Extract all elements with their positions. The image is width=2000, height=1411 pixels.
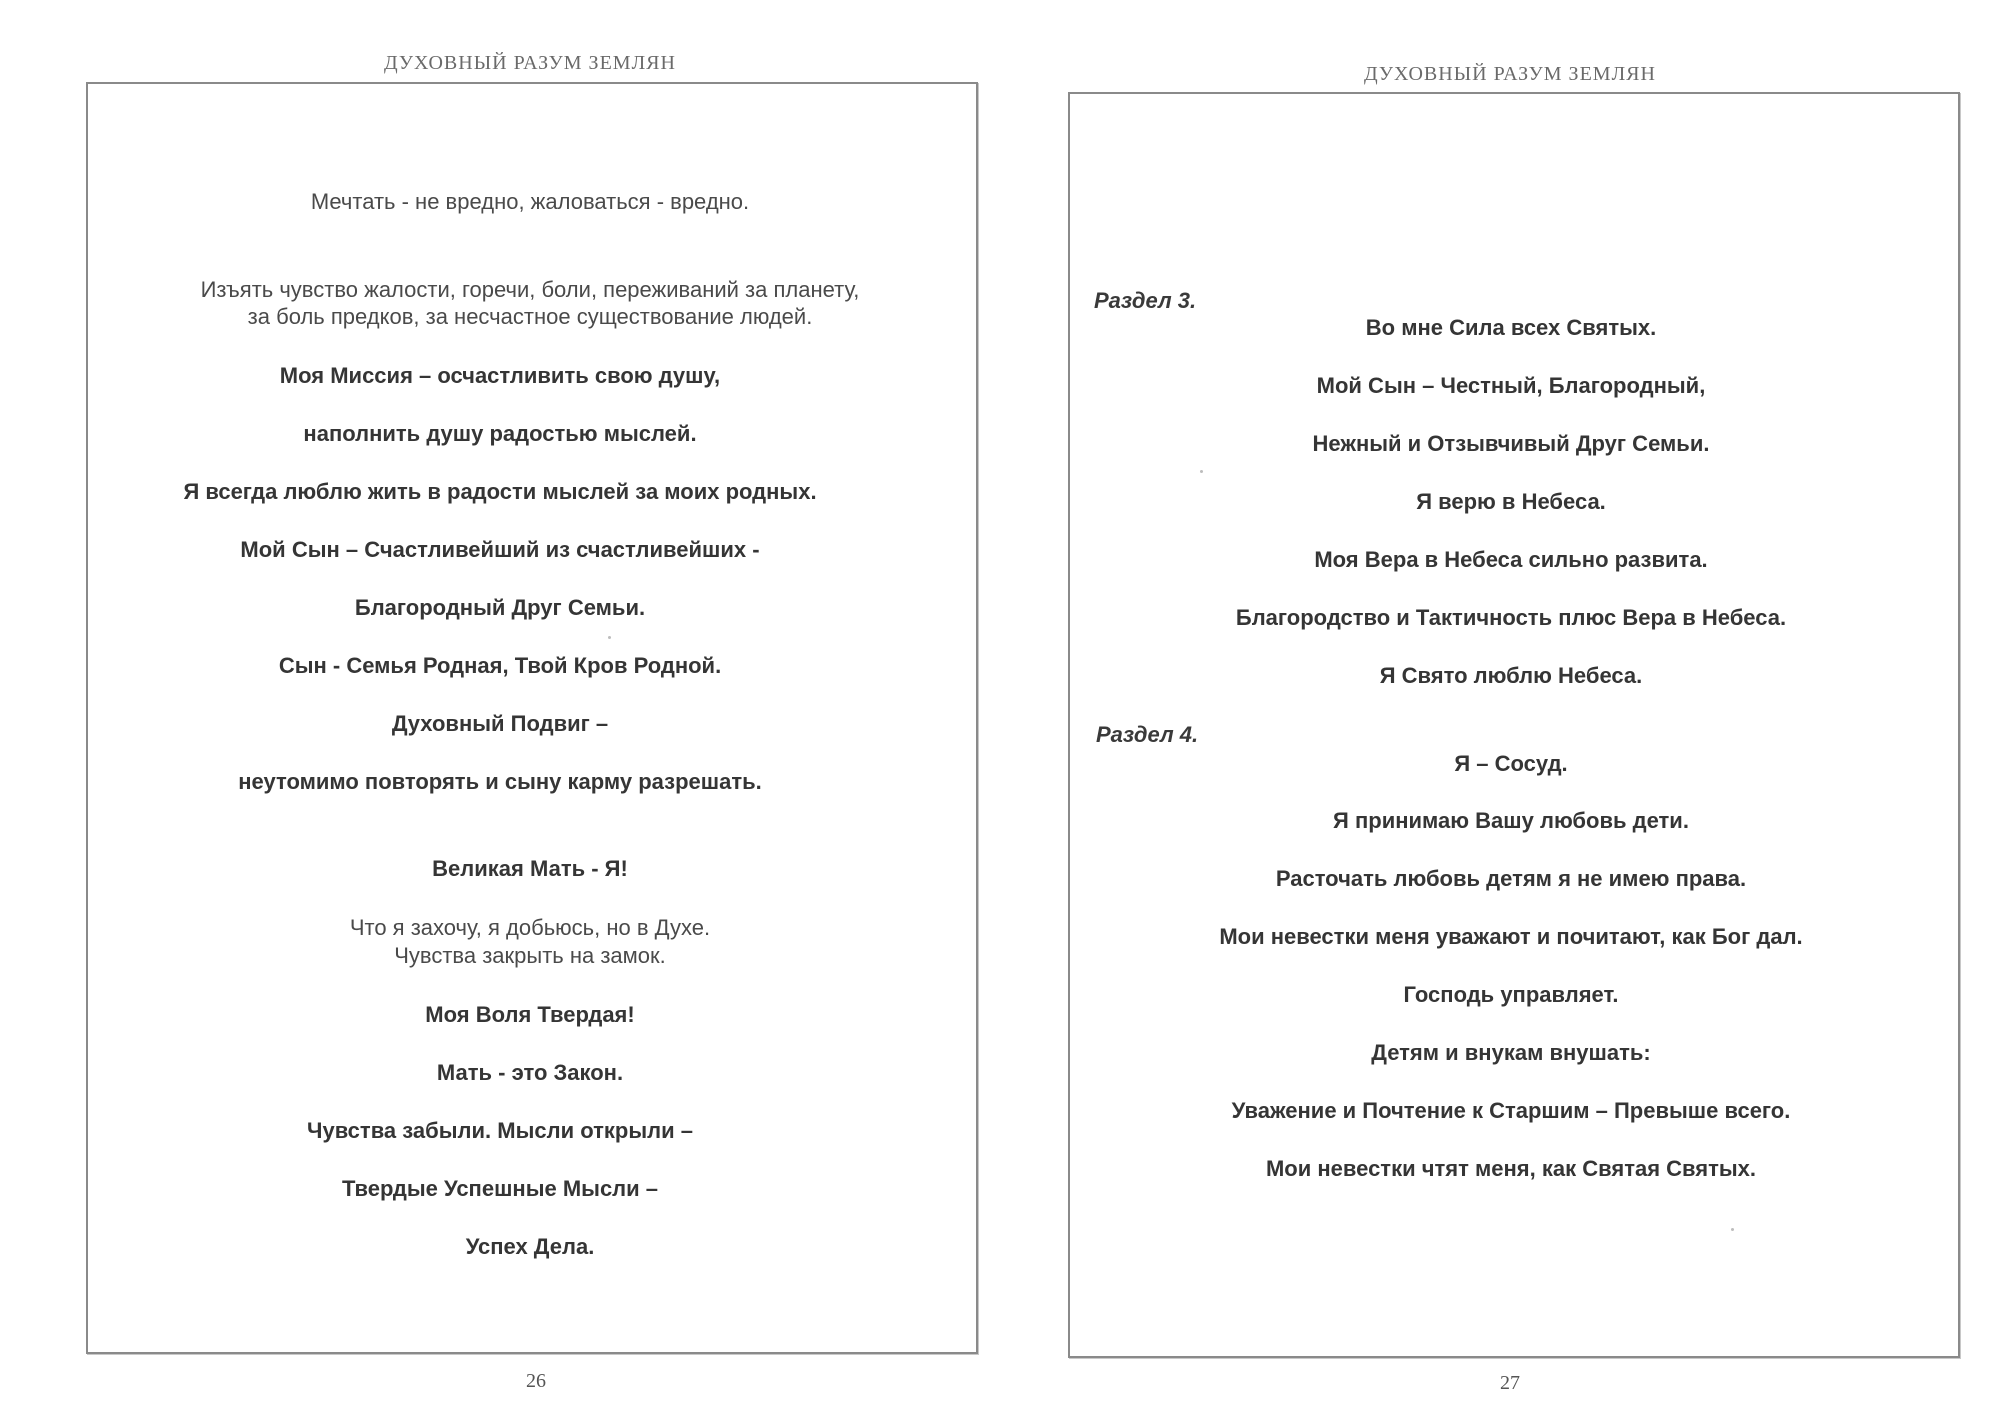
left-line-14: Чувства закрыть на замок. xyxy=(394,943,666,968)
left-line-18: Твердые Успешные Мысли – xyxy=(341,1176,659,1201)
right-s4-line-5: Господь управляет. xyxy=(1403,982,1619,1007)
left-page-number: 26 xyxy=(526,1370,546,1392)
scan-speck xyxy=(1731,1228,1734,1231)
right-s4-line-4: Мои невестки меня уважают и почитают, как Бог дал. xyxy=(1219,924,1803,949)
left-running-header: ДУХОВНЫЙ РАЗУМ ЗЕМЛЯН xyxy=(384,52,676,74)
left-line-1: Мечтать - не вредно, жаловаться - вредно. xyxy=(310,189,750,214)
left-line-17: Чувства забыли. Мысли открыли – xyxy=(307,1118,693,1143)
left-line-5: наполнить душу радостью мыслей. xyxy=(303,421,697,446)
right-s4-line-8: Мои невестки чтят меня, как Святая Святых. xyxy=(1265,1156,1757,1181)
left-line-11: неутомимо повторять и сыну карму разрешать. xyxy=(238,769,762,794)
right-s3-line-5: Моя Вера в Небеса сильно развита. xyxy=(1314,547,1708,572)
right-s4-line-7: Уважение и Почтение к Старшим – Превыше всего. xyxy=(1231,1098,1791,1123)
right-s3-line-4: Я верю в Небеса. xyxy=(1416,489,1606,514)
scan-speck xyxy=(1200,470,1203,473)
left-line-9: Сын - Семья Родная, Твой Кров Родной. xyxy=(278,653,722,678)
right-s4-line-6: Детям и внукам внушать: xyxy=(1371,1040,1651,1065)
right-s4-line-3: Расточать любовь детям я не имею права. xyxy=(1275,866,1747,891)
right-s3-line-6: Благородство и Тактичность плюс Вера в Небеса. xyxy=(1235,605,1787,630)
right-s3-line-2: Мой Сын – Честный, Благородный, xyxy=(1316,373,1706,398)
left-line-2: Изъять чувство жалости, горечи, боли, переживаний за планету, xyxy=(200,277,860,302)
section-4-label: Раздел 4. xyxy=(1096,722,1199,747)
right-s3-line-3: Нежный и Отзывчивый Друг Семьи. xyxy=(1312,431,1710,456)
left-line-6: Я всегда люблю жить в радости мыслей за моих родных. xyxy=(183,479,817,504)
right-running-header: ДУХОВНЫЙ РАЗУМ ЗЕМЛЯН xyxy=(1364,63,1656,85)
left-line-13: Что я захочу, я добьюсь, но в Духе. xyxy=(349,915,711,940)
left-line-7: Мой Сын – Счастливейший из счастливейших - xyxy=(240,537,760,562)
right-s4-line-2: Я принимаю Вашу любовь дети. xyxy=(1333,808,1689,833)
section-3-label: Раздел 3. xyxy=(1094,288,1197,313)
right-s4-line-1: Я – Сосуд. xyxy=(1454,751,1568,776)
left-line-4: Моя Миссия – осчастливить свою душу, xyxy=(279,363,721,388)
right-s3-line-1: Во мне Сила всех Святых. xyxy=(1365,315,1657,340)
left-line-10: Духовный Подвиг – xyxy=(391,711,609,736)
left-line-15: Моя Воля Твердая! xyxy=(425,1002,635,1027)
right-page-number: 27 xyxy=(1500,1372,1520,1394)
left-line-16: Мать - это Закон. xyxy=(436,1060,624,1085)
left-line-8: Благородный Друг Семьи. xyxy=(354,595,646,620)
left-line-19: Успех Дела. xyxy=(465,1234,595,1259)
right-s3-line-7: Я Свято люблю Небеса. xyxy=(1379,663,1643,688)
left-line-3: за боль предков, за несчастное существование людей. xyxy=(247,304,813,329)
scan-speck xyxy=(608,636,611,639)
left-line-12: Великая Мать - Я! xyxy=(432,856,628,881)
